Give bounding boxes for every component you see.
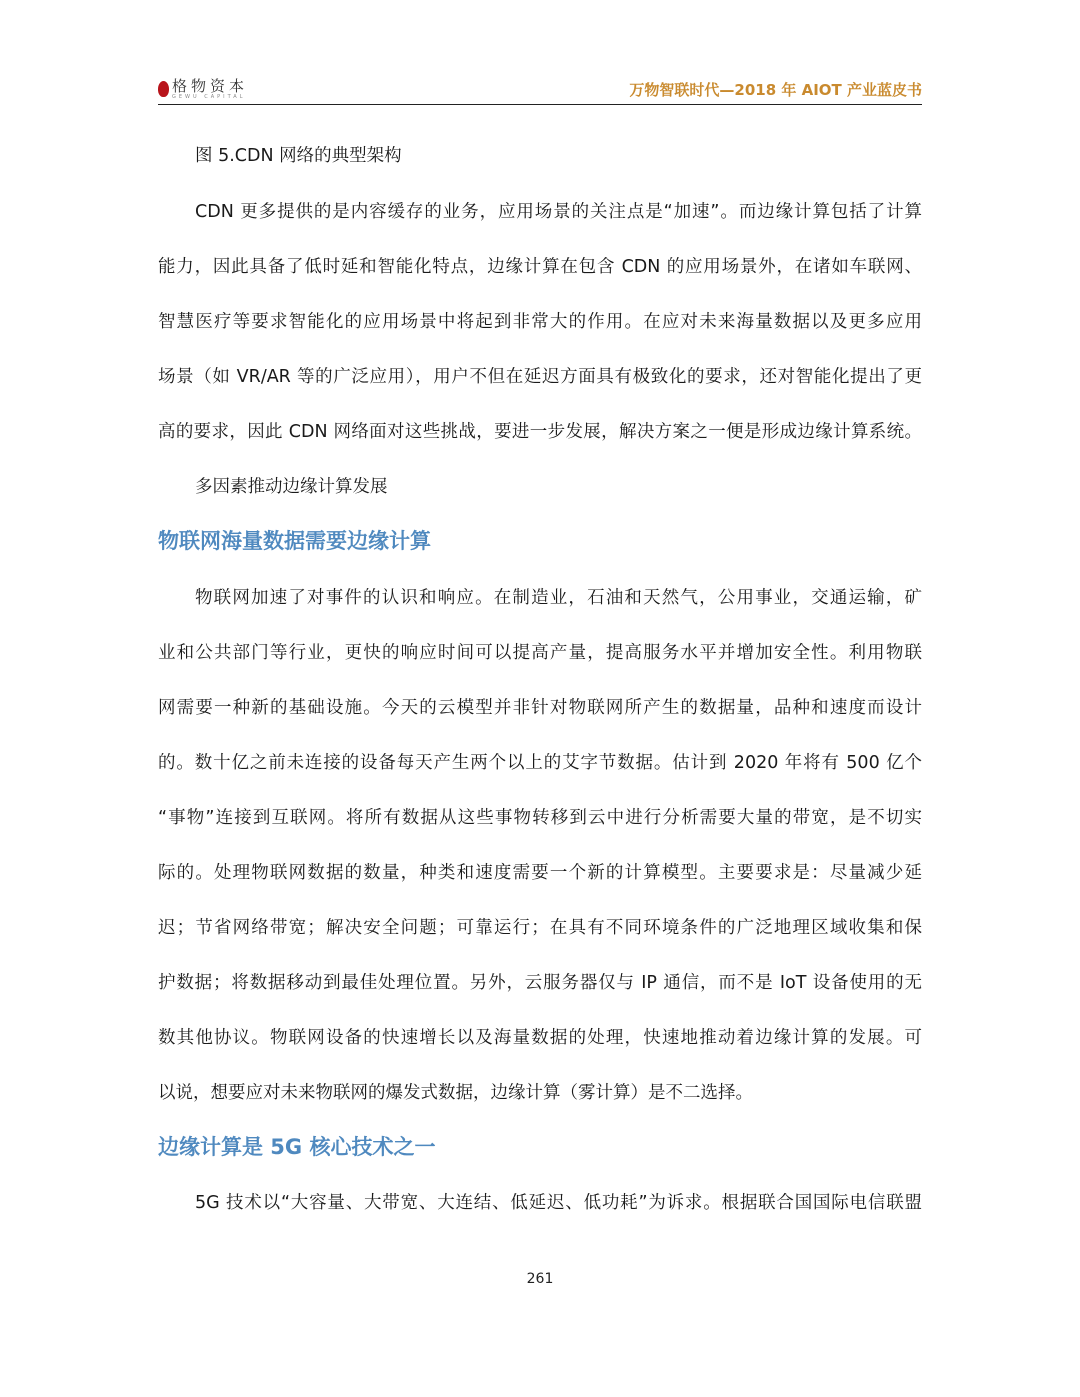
paragraph-line: 智慧医疗等要求智能化的应用场景中将起到非常大的作用。在应对未来海量数据以及更多应用 <box>158 312 922 332</box>
section-title: 边缘计算是 5G 核心技术之一 <box>158 1135 436 1159</box>
logo <box>158 76 248 102</box>
paragraph-line: 护数据；将数据移动到最佳处理位置。另外，云服务器仅与 IP 通信，而不是 IoT 设备使用的无 <box>158 973 922 993</box>
paragraph-line: 场景（如 VR/AR 等的广泛应用），用户不但在延迟方面具有极致化的要求，还对智能化提出了更 <box>158 367 922 387</box>
logo-text: 格物资本 <box>172 76 249 95</box>
paragraph-line: CDN 更多提供的是内容缓存的业务，应用场景的关注点是“加速”。而边缘计算包括了计算 <box>195 202 922 222</box>
paragraph-line: 高的要求，因此 CDN 网络面对这些挑战，要进一步发展，解决方案之一便是形成边缘计算系统。 <box>158 422 922 442</box>
logo-seal-icon <box>158 81 169 97</box>
paragraph-line: “事物”连接到互联网。将所有数据从这些事物转移到云中进行分析需要大量的带宽，是不切实 <box>158 808 922 828</box>
figure-caption: 图 5.CDN 网络的典型架构 <box>195 146 402 166</box>
subheading-text: 多因素推动边缘计算发展 <box>195 477 388 497</box>
paragraph-line: 5G 技术以“大容量、大带宽、大连结、低延迟、低功耗”为诉求。根据联合国国际电信联盟 <box>195 1193 922 1213</box>
paragraph-line: 的。数十亿之前未连接的设备每天产生两个以上的艾字节数据。估计到 2020 年将有 500 亿个 <box>158 753 922 773</box>
paragraph-line: 物联网加速了对事件的认识和响应。在制造业，石油和天然气，公用事业，交通运输，矿 <box>195 588 922 608</box>
section-title: 物联网海量数据需要边缘计算 <box>158 529 431 553</box>
paragraph-line: 业和公共部门等行业，更快的响应时间可以提高产量，提高服务水平并增加安全性。利用物联 <box>158 643 922 663</box>
paragraph-line: 以说，想要应对未来物联网的爆发式数据，边缘计算（雾计算）是不二选择。 <box>158 1083 753 1103</box>
paragraph-line: 迟；节省网络带宽；解决安全问题；可靠运行；在具有不同环境条件的广泛地理区域收集和保 <box>158 918 922 938</box>
paragraph-line: 数其他协议。物联网设备的快速增长以及海量数据的处理，快速地推动着边缘计算的发展。可 <box>158 1028 922 1048</box>
logo-subtext: GEWU CAPITAL <box>172 93 246 100</box>
paragraph-line: 际的。处理物联网数据的数量，种类和速度需要一个新的计算模型。主要要求是：尽量减少延 <box>158 863 922 883</box>
paragraph-line: 能力，因此具备了低时延和智能化特点，边缘计算在包含 CDN 的应用场景外，在诸如车联网、 <box>158 257 922 277</box>
page-number: 261 <box>526 1271 554 1287</box>
paragraph-line: 网需要一种新的基础设施。今天的云模型并非针对物联网所产生的数据量，品种和速度而设计 <box>158 698 922 718</box>
page-header <box>158 74 922 105</box>
header-title: 万物智联时代—2018 年 AIOT 产业蓝皮书 <box>629 81 922 99</box>
